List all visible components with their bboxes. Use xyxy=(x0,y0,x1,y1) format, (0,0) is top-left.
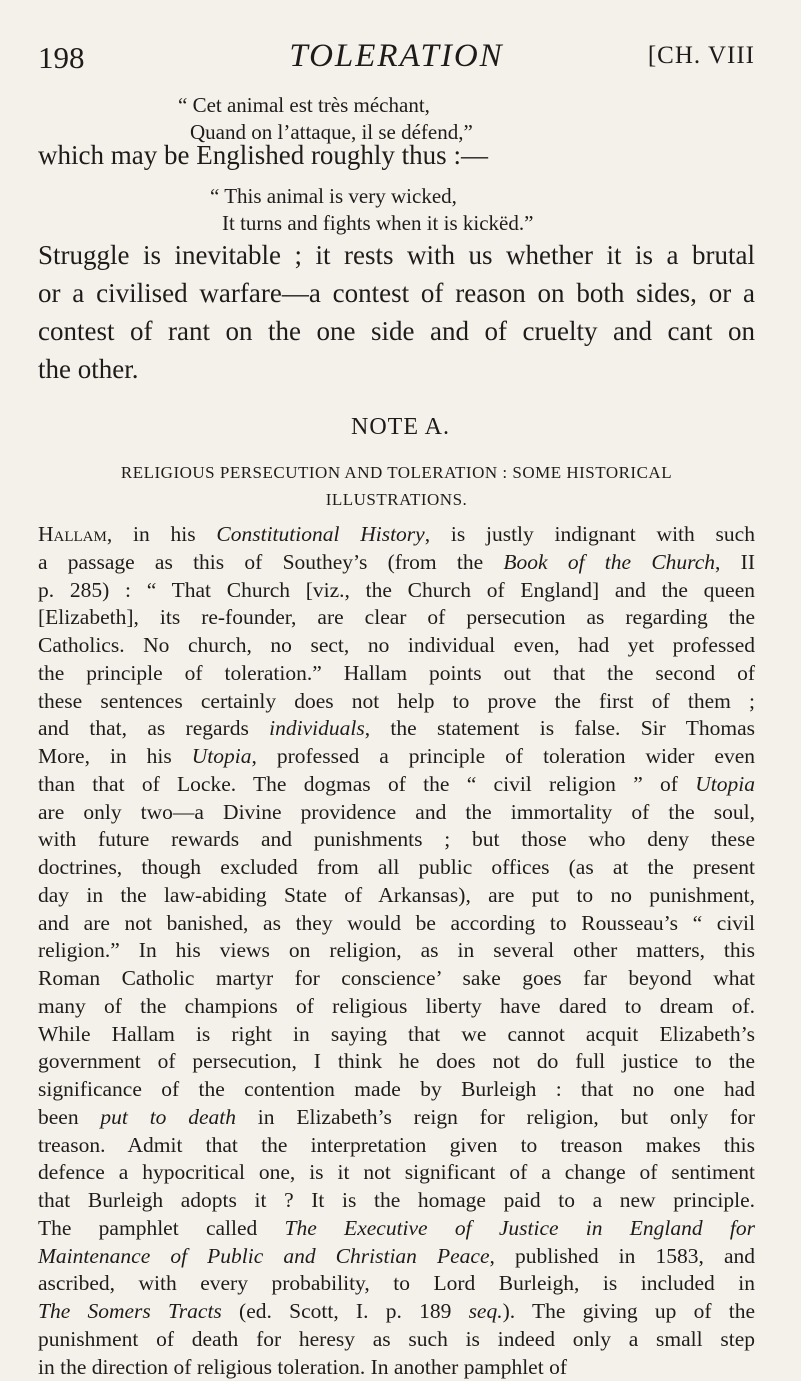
text-line: the principle of toleration.” Hallam points out that the second of xyxy=(38,660,755,688)
text-line: a passage as this of Southey’s (from the Book of the Church, II xyxy=(38,549,755,577)
intro-paragraph xyxy=(38,136,755,174)
text-line: Struggle is inevitable ; it rests with us whether it is a brutal xyxy=(38,236,755,274)
text-line: While Hallam is right in saying that we cannot acquit Elizabeth’s xyxy=(38,1021,755,1049)
text-line: are only two—a Divine providence and the immortality of the soul, xyxy=(38,799,755,827)
text-line: treason. Admit that the interpretation given to treason makes this xyxy=(38,1132,755,1160)
subtitle-line: ILLUSTRATIONS. xyxy=(38,486,755,513)
text-line: Roman Catholic martyr for conscience’ sake goes far beyond what xyxy=(38,965,755,993)
text-line: The Somers Tracts (ed. Scott, I. p. 189 seq.). The giving up of the xyxy=(38,1298,755,1326)
text-line: religion.” In his views on religion, as in several other matters, this xyxy=(38,937,755,965)
text-line: in the direction of religious toleration. In another pamphlet of xyxy=(38,1354,755,1381)
text-line: and are not banished, as they would be according to Rousseau’s “ civil xyxy=(38,910,755,938)
text-line: contest of rant on the one side and of cruelty and cant on xyxy=(38,312,755,350)
page-number: 198 xyxy=(38,40,85,76)
text-line: significance of the contention made by Burleigh : that no one had xyxy=(38,1076,755,1104)
text-line: p. 285) : “ That Church [viz., the Church of England] and the queen xyxy=(38,577,755,605)
text-line: and that, as regards individuals, the statement is false. Sir Thomas xyxy=(38,715,755,743)
struggle-paragraph xyxy=(38,236,755,388)
text-line: More, in his Utopia, professed a principle of toleration wider even xyxy=(38,743,755,771)
verse-line: It turns and fights when it is kickëd.” xyxy=(210,210,533,237)
text-line: punishment of death for heresy as such is indeed only a small step xyxy=(38,1326,755,1354)
text-line: Catholics. No church, no sect, no individual even, had yet professed xyxy=(38,632,755,660)
text-line: with future rewards and punishments ; but those who deny these xyxy=(38,826,755,854)
verse-line: Quand on l’attaque, il se défend,” xyxy=(178,119,473,146)
text-line: that Burleigh adopts it ? It is the homage paid to a new principle. xyxy=(38,1187,755,1215)
text-line: Hallam, in his Constitutional History, is justly indignant with such xyxy=(38,521,755,549)
text-line: which may be Englished roughly thus :— xyxy=(38,136,755,174)
note-body xyxy=(38,521,755,1381)
running-title: TOLERATION xyxy=(38,38,755,75)
text-line: than that of Locke. The dogmas of the “ civil religion ” of Utopia xyxy=(38,771,755,799)
text-line: government of persecution, I think he does not do full justice to the xyxy=(38,1048,755,1076)
verse-line: “ This animal is very wicked, xyxy=(210,183,533,210)
text-line: been put to death in Elizabeth’s reign for religion, but only for xyxy=(38,1104,755,1132)
text-line: day in the law-abiding State of Arkansas), are put to no punishment, xyxy=(38,882,755,910)
english-verse xyxy=(210,183,533,237)
subtitle-line: RELIGIOUS PERSECUTION AND TOLERATION : SOME HISTORICAL xyxy=(38,459,755,486)
text-line: [Elizabeth], its re-founder, are clear of persecution as regarding the xyxy=(38,604,755,632)
text-line: ascribed, with every probability, to Lord Burleigh, is included in xyxy=(38,1270,755,1298)
text-line: these sentences certainly does not help to prove the first of them ; xyxy=(38,688,755,716)
text-line: or a civilised warfare—a contest of reason on both sides, or a xyxy=(38,274,755,312)
note-subtitle xyxy=(38,459,755,513)
text-line: doctrines, though excluded from all public offices (as at the present xyxy=(38,854,755,882)
text-line: The pamphlet called The Executive of Justice in England for xyxy=(38,1215,755,1243)
text-line: Maintenance of Public and Christian Peace, published in 1583, and xyxy=(38,1243,755,1271)
text-line: defence a hypocritical one, is it not significant of a change of sentiment xyxy=(38,1159,755,1187)
note-title: NOTE A. xyxy=(0,414,801,441)
text-line: many of the champions of religious liberty have dared to dream of. xyxy=(38,993,755,1021)
verse-line: “ Cet animal est très méchant, xyxy=(178,92,473,119)
text-line: the other. xyxy=(38,350,755,388)
page-header xyxy=(38,40,755,80)
chapter-marker: [CH. VIII xyxy=(648,42,755,70)
